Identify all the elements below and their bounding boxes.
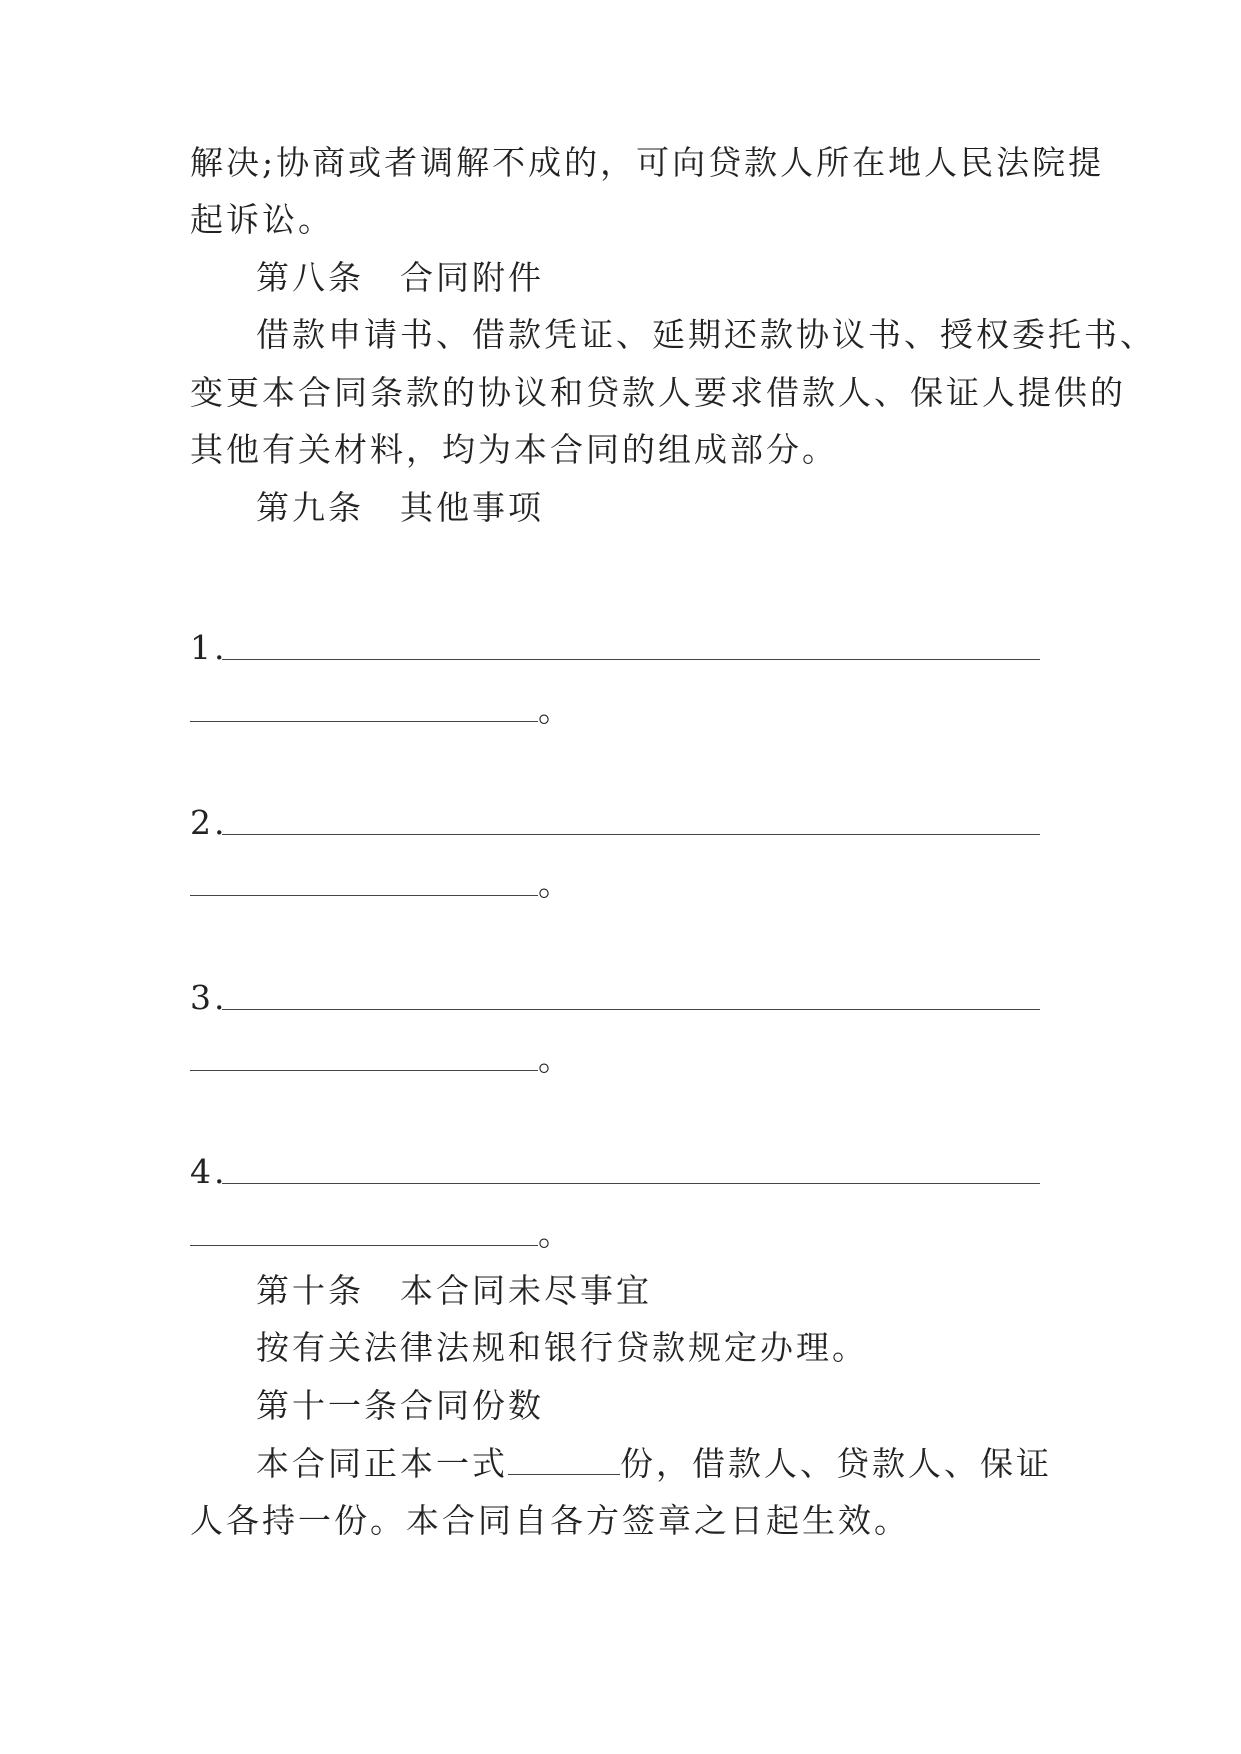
item-number: 3. [190, 978, 228, 1017]
text-segment: 份，借款人、贷款人、保证 [620, 1444, 1052, 1483]
item-4-continuation [190, 1214, 574, 1254]
copies-count-field[interactable] [508, 1444, 620, 1475]
paragraph-line: 人各持一份。本合同自各方签章之日起生效。 [190, 1501, 910, 1540]
paragraph-line: 变更本合同条款的协议和贷款人要求借款人、保证人提供的 [190, 373, 1126, 412]
paragraph-line: 借款申请书、借款凭证、延期还款协议书、授权委托书、 [256, 315, 1156, 354]
item-3-continuation [190, 1039, 574, 1079]
item-2-continuation [190, 864, 574, 904]
blank-line [222, 659, 1040, 660]
blank-line [190, 1245, 538, 1246]
item-number: 1. [190, 628, 228, 667]
period: 。 [538, 864, 574, 903]
article-9-heading: 第九条 其他事项 [256, 488, 544, 527]
blank-line [222, 1009, 1040, 1010]
item-number: 4. [190, 1152, 228, 1191]
item-4-field[interactable] [190, 1152, 1040, 1192]
item-1-continuation [190, 690, 574, 730]
item-3-field[interactable] [190, 978, 1040, 1018]
article-11-heading: 第十一条合同份数 [256, 1386, 544, 1425]
blank-line [222, 1183, 1040, 1184]
blank-line [222, 834, 1040, 835]
paragraph-line [256, 1444, 1052, 1484]
paragraph-line: 其他有关材料，均为本合同的组成部分。 [190, 430, 838, 469]
text-segment: 本合同正本一式 [256, 1444, 508, 1483]
article-8-heading: 第八条 合同附件 [256, 258, 544, 297]
article-10-heading: 第十条 本合同未尽事宜 [256, 1271, 652, 1310]
period: 。 [538, 1039, 574, 1078]
paragraph-line: 起诉讼。 [190, 200, 334, 239]
blank-line [190, 1070, 538, 1071]
paragraph-line: 解决;协商或者调解不成的，可向贷款人所在地人民法院提 [190, 143, 1105, 182]
item-number: 2. [190, 803, 228, 842]
item-1-field[interactable] [190, 628, 1040, 668]
period: 。 [538, 1214, 574, 1253]
period: 。 [538, 690, 574, 729]
paragraph-line: 按有关法律法规和银行贷款规定办理。 [256, 1328, 868, 1367]
item-2-field[interactable] [190, 803, 1040, 843]
blank-line [190, 721, 538, 722]
blank-line [190, 895, 538, 896]
